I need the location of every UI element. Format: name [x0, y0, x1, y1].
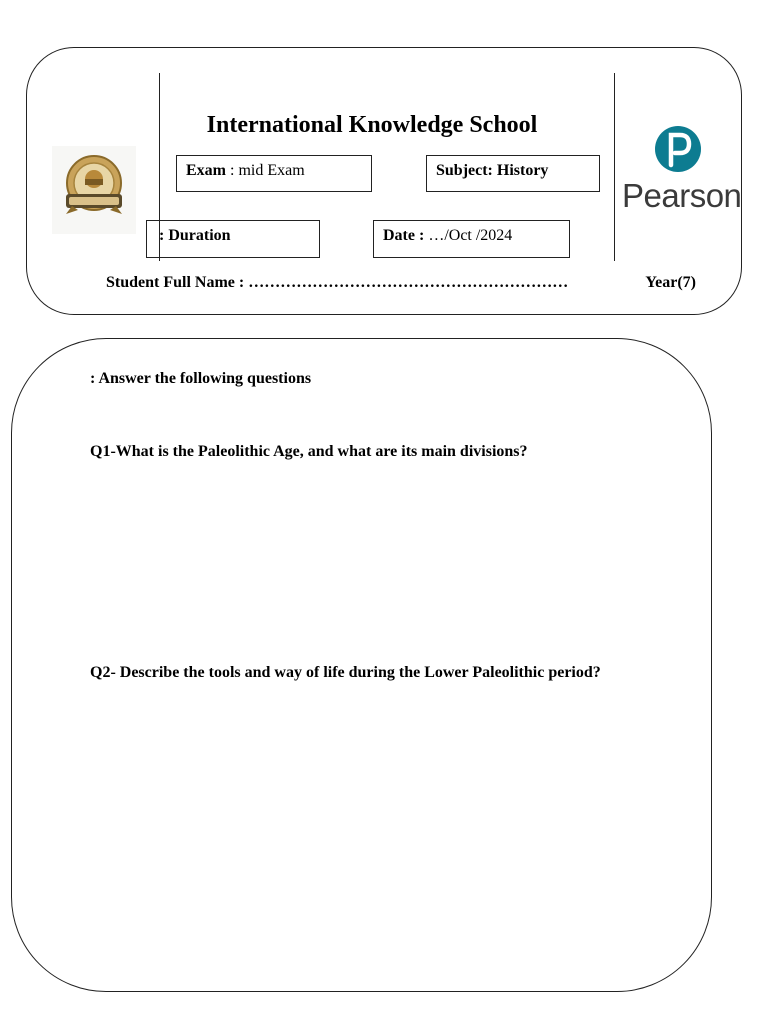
subject-field: [426, 155, 600, 192]
duration-label: : Duration: [159, 227, 231, 244]
exam-label: Exam: [186, 162, 226, 179]
student-name-row: [106, 273, 696, 293]
school-name: International Knowledge School: [206, 112, 538, 138]
instructions-text: : Answer the following questions: [90, 370, 312, 387]
year-label: Year(7): [645, 274, 696, 291]
pearson-p-icon: [654, 121, 702, 177]
date-label: Date :: [383, 227, 425, 244]
exam-type-field: [176, 155, 372, 192]
school-crest-logo-icon: [52, 146, 136, 234]
question-2: Q2- Describe the tools and way of life during the Lower Paleolithic period?: [90, 664, 601, 681]
pearson-logo-wordmark: Pearson: [622, 177, 742, 214]
date-field: [373, 220, 570, 258]
question-1: Q1-What is the Paleolithic Age, and what are its main divisions?: [90, 443, 528, 460]
subject-label: Subject: History: [436, 162, 549, 179]
header-divider-right: [614, 73, 615, 261]
duration-field: [146, 220, 320, 258]
student-name-label: Student Full Name : ……………………………………………………: [106, 274, 569, 291]
date-value: …/Oct /2024: [424, 227, 513, 244]
exam-value: : mid Exam: [226, 162, 305, 179]
